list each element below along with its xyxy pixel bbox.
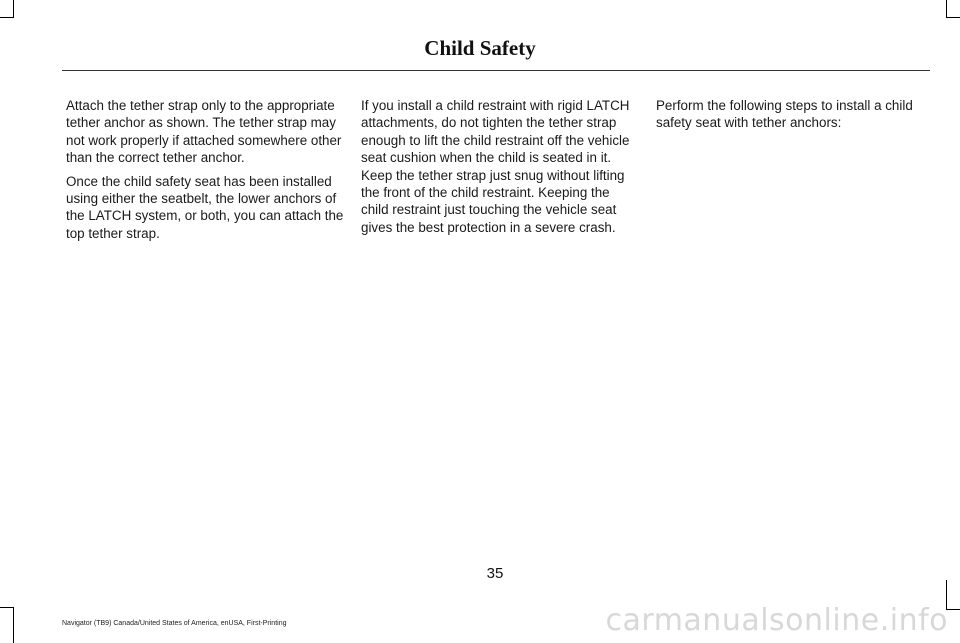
watermark: carmanualsonline.info [605, 603, 948, 638]
title-divider [62, 70, 930, 71]
text-column-3 [656, 97, 932, 138]
paragraph: Perform the following steps to install a child safety seat with tether anchors: [656, 98, 913, 131]
crop-mark-top-right-vertical [946, 0, 947, 18]
crop-mark-top-right-horizontal [946, 17, 960, 18]
paragraph: Once the child safety seat has been installed using either the seatbelt, the lower anchors of the LATCH system, or both, you can attach the top tether strap. [66, 173, 344, 241]
crop-mark-bottom-left-horizontal [0, 607, 14, 608]
crop-mark-bottom-left-vertical [13, 607, 14, 643]
paragraph: Attach the tether strap only to the appropriate tether anchor as shown. The tether strap may not work properly if attached somewhere other than the correct tether anchor. [66, 98, 342, 166]
paragraph: If you install a child restraint with rigid LATCH attachments, do not tighten the tether strap enough to lift the child restraint off the vehicle seat cushion when the child is seated in it. Keep the tether strap just snug without lifting the front of the child restraint. Keeping the child restraint just touching the vehicle seat gives the best protection in a severe crash. [361, 98, 630, 235]
text-column-2 [361, 97, 633, 242]
crop-mark-top-left-vertical [13, 0, 14, 18]
crop-mark-bottom-right-horizontal [946, 609, 960, 610]
page-number: 35 [486, 565, 504, 582]
text-column-1 [66, 97, 348, 248]
edition-footer: Navigator (TB9) Canada/United States of America, enUSA, First-Printing [62, 620, 287, 627]
page-title: Child Safety [424, 36, 536, 60]
crop-mark-top-left-horizontal [0, 17, 14, 18]
